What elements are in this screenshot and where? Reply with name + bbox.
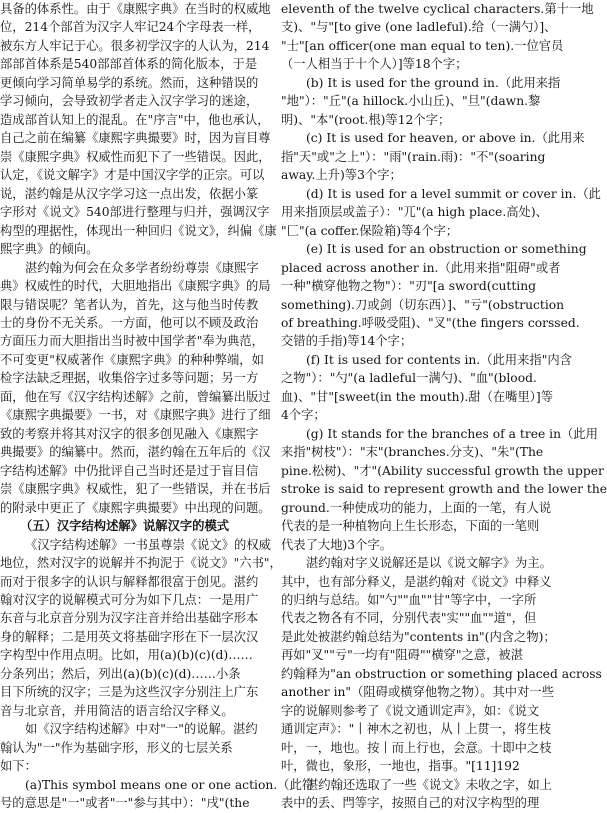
left-text-line: 而对于很多字的认识与解释都很富于创见。湛约 (0, 574, 259, 589)
left-text-line: 字形对《说文》540部进行整理与归并，强调汉字 (0, 205, 270, 220)
right-text-line: 之物"）："勺"(a ladleful一满勺)、"血"(blood. (281, 371, 537, 386)
left-text-line: 致的考察并将其对汉字的很多创见融入《康熙字 (0, 426, 259, 441)
left-text-line: 说，湛约翰是从汉字学习这一点出发，依据小篆 (0, 186, 259, 201)
left-text-line: 面，他在写《汉字结构述解》之前，曾编纂出版过 (0, 389, 271, 404)
right-text-line: 一种"横穿他物之物"）："刃"[a sword(cutting (281, 279, 536, 294)
right-text-line: 用来指顶层或盖子）："兀"(a high place.高处)、 (281, 205, 548, 220)
right-text-line: 交错的手指)等14个字； (281, 334, 413, 349)
right-text-line: eleventh of the twelve cyclical characters.第十一地 (281, 2, 594, 16)
right-text-line: 叶，一，地也。按丨而上行也，会意。十即中之枝 (281, 740, 552, 755)
left-text-line: 翰对汉字的说解模式可分为如下几点：一是用广 (0, 593, 259, 607)
left-text-line: 如《汉字结构述解》中对"一"的说解。湛约 (25, 722, 258, 737)
left-text-line: 字构型中作用点明。比如，用(a)(b)(c)(d)…… (0, 648, 253, 663)
right-text-line: (f) It is used for contents in.（此用来指"内含 (306, 352, 572, 367)
left-text-line: 字结构述解》中仍批评自己当时还是过于盲目信 (0, 463, 259, 478)
right-text-line: 叶，微也，象形，一地也，指事。"[11]192 (281, 759, 520, 774)
right-text-line: 湛约翰对字义说解还是以《说文解字》为主。 (306, 556, 552, 571)
left-text-line: 音与北京音，并用简洁的语言给汉字释义。 (0, 703, 234, 718)
left-text-line: 学习倾向，会导致初学者走入汉字学习的迷途， (0, 94, 259, 109)
left-text-line: 士的身份不无关系。一方面，他可以不顾及政治 (0, 315, 259, 330)
left-text-line: 不可变更"权威著作《康熙字典》的种种弊端，如 (0, 352, 264, 367)
section-heading: （五）汉字结构述解》说解汉字的模式 (20, 518, 230, 534)
right-text-line: （一人相当于十个人）]等18个字； (281, 57, 468, 72)
left-text-line: 典》权威性的时代，大胆地指出《康熙字典》的局 (0, 279, 271, 294)
right-text-line: 通训定声》："丨神木之初也，从丨上贯一，将生枝 (281, 722, 552, 737)
left-text-line: 《汉字结构述解》一书虽尊崇《说文》的权威 (25, 537, 271, 552)
right-text-line: stroke is said to represent growth and the lower the (281, 482, 607, 497)
right-text-line: 表中的丢、閂等字，按照自己的对汉字构型的理 (281, 796, 540, 811)
right-text-line: 其中，也有部分释义，是湛约翰对《说文》中释义 (281, 574, 552, 589)
left-text-line: 号的意思是"一"或者"一"参与其中）："戌"(the (0, 796, 250, 811)
left-text-line: (a)This symbol means one or one action.（此符 (25, 777, 315, 792)
left-text-line: 崇《康熙字典》权威性，犯了一些错误，并在书后 (0, 482, 271, 497)
right-text-line: 明)、"本"(root.根)等12个字； (281, 112, 451, 127)
right-text-line: 来指"树枝"）："末"(branches.分支)、"朱"(The (281, 445, 544, 460)
left-text-line: 目下所统的汉字；三是为这些汉字分别注上广东 (0, 685, 259, 700)
left-text-line: 《康熙字典撮要》一书，对《康熙字典》进行了细 (0, 408, 271, 423)
left-text-line: 更倾向学习简单易学的系统。然而，这种错误的 (0, 75, 259, 90)
right-text-line: (b) It is used for the ground in.（此用来指 (306, 75, 561, 90)
right-text-line: 4个字； (281, 408, 326, 423)
left-text-line: 部部首体系是540部部首体系的简化版本，于是 (0, 57, 258, 72)
right-text-line: (d) It is used for a level summit or cover in.（此 (306, 186, 601, 201)
left-text-line: 翰认为"一"作为基础字形，形义的七层关系 (0, 740, 233, 755)
right-text-column (281, 0, 607, 811)
left-text-line: 身的解释；二是用英文将基础字形在下一层次汉 (0, 629, 259, 644)
right-text-line: 是此处被湛约翰总结为"contents in"(内含之物)； (281, 629, 556, 644)
right-text-line: (e) It is used for an obstruction or something (306, 242, 587, 257)
right-text-line: (c) It is used for heaven, or above in.（此用来 (306, 131, 585, 146)
left-text-line: 湛约翰为何会在众多学者纷纷尊崇《康熙字 (25, 260, 259, 275)
right-text-line: of breathing.呼吸受阻)、"叉"(the fingers corssed. (281, 315, 580, 330)
right-text-line: (g) It stands for the branches of a tree in（此用 (306, 426, 598, 441)
right-text-line: 血)、"甘"[sweet(in the mouth).甜（在嘴里）]等 (281, 389, 554, 404)
left-text-line: 造成部首认知上的混乱。在"序言"中，他也承认， (0, 112, 270, 127)
right-text-line: 再如"叉""亏"一均有"阻碍""横穿"之意，被湛 (281, 648, 523, 663)
right-text-line: 代表的是一种植物向上生长形态，下面的一笔则 (281, 519, 540, 534)
left-text-line: 东音与北京音分别为汉字注音并给出基础字形本 (0, 611, 259, 626)
left-text-line: 典撮要》的编纂中。然而，湛约翰在五年后的《汉 (0, 445, 271, 460)
right-text-line: 湛约翰还选取了一些《说文》未收之字，如上 (306, 777, 552, 792)
left-text-line: 如下： (0, 759, 37, 774)
right-text-line: 的归纳与总结。如"勺""血""甘"等字中，一字所 (281, 593, 537, 607)
left-text-line: 地位，然对汉字的说解并不拘泥于《说文》"六书"， (0, 556, 282, 571)
right-text-line: 字的说解则参考了《说文通训定声》，如：《说文 (281, 703, 540, 718)
right-text-line: 支)、"与"[to give (one ladleful).给（一满勺）]、 (281, 20, 557, 35)
left-text-line: 认定，《说文解字》才是中国汉字学的正宗。可以 (0, 168, 265, 183)
right-text-line: "士"[an officer(one man equal to ten).一位官员 (281, 38, 564, 53)
left-text-line: 构型的理据性，体现出一种回归《说文》，纠偏《康 (0, 223, 277, 238)
right-text-line: placed across another in.（此用来指"阻碍"或者 (281, 260, 561, 275)
left-text-line: 方面压力而大胆指出当时被中国学者"奉为典范， (0, 334, 264, 349)
left-text-line: 熙字典》的倾向。 (0, 242, 99, 257)
right-text-line: "地"）："丘"(a hillock.小山丘)、"旦"(dawn.黎 (281, 94, 541, 109)
right-text-line: 约翰释为"an obstruction or something placed across (281, 666, 602, 681)
right-text-line: 代表之物各有不同，分别代表"实""血""道"，但 (281, 611, 537, 626)
left-text-line: 被东方人牢记于心。很多初学汉字的人认为，214 (0, 38, 270, 53)
left-text-line: 分条列出；然后，列出(a)(b)(c)(d)……小条 (0, 666, 241, 681)
right-text-line: 代表了大地)3个字。 (281, 537, 392, 552)
right-text-line: something).刀或剑（切东西）]、"亏"(obstruction (281, 297, 565, 312)
left-text-line: 的附录中更正了《康熙字典撮要》中出现的问题。 (0, 500, 271, 515)
right-text-line: ground.一种使成功的能力，上面的一笔，有人说 (281, 500, 552, 515)
left-text-line: 限与错误呢？笔者认为，首先，这与他当时传教 (0, 297, 259, 312)
right-text-line: 指"天"或"之上"）："雨"(rain.雨)："不"(soaring (281, 149, 546, 164)
right-text-line: another in"（阻碍或横穿他物之物）。其中对一些 (281, 685, 554, 700)
left-text-line: 自己之前在编纂《康熙字典撮要》时，因为盲目尊 (0, 131, 271, 146)
left-text-line: 检字法缺乏理据，收集俗字过多等问题；另一方 (0, 371, 259, 386)
left-text-line: 位，214个部首为汉字人牢记24个字母表一样， (0, 20, 261, 35)
right-text-line: away.上升)等3个字； (281, 168, 402, 183)
right-text-line: pine.松树)、"才"(Ability successful growth the upper (281, 463, 604, 478)
left-text-line: 具备的体系性。由于《康熙字典》在当时的权威地 (0, 2, 271, 16)
right-text-line: "匚"(a coffer.保险箱)等4个字； (281, 223, 459, 238)
left-text-line: 崇《康熙字典》权威性而犯下了一些错误。因此， (0, 149, 271, 164)
